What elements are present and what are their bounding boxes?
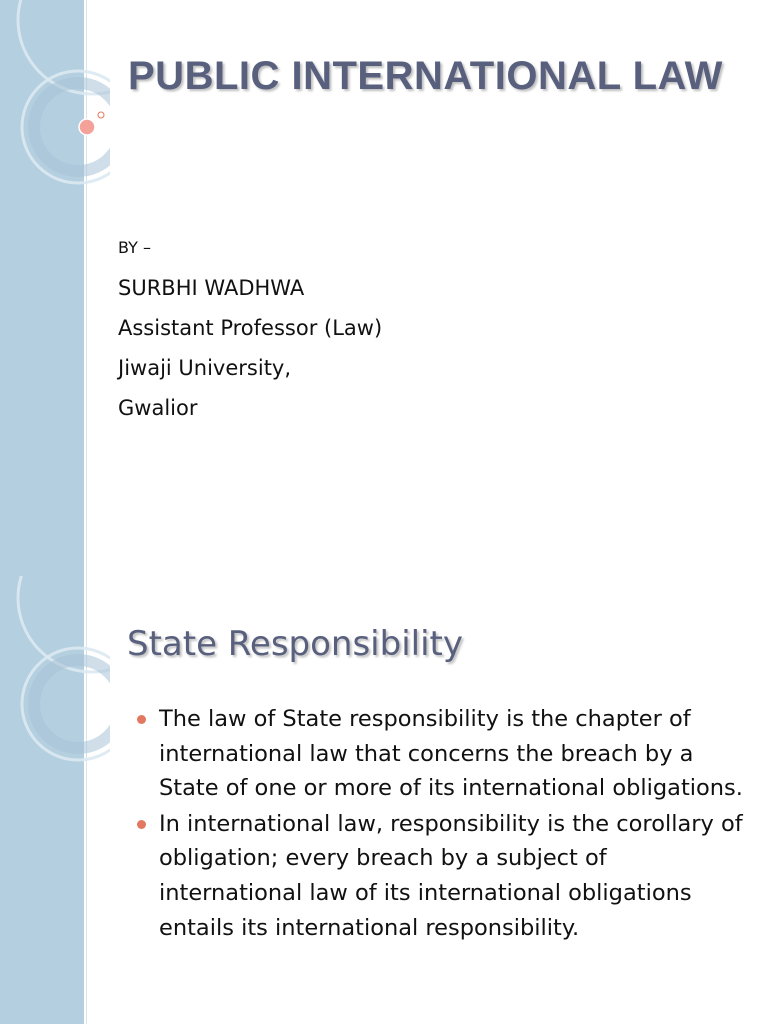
author-byline	[118, 228, 382, 428]
slide-sidebar	[0, 576, 86, 1024]
byline-label: BY –	[118, 238, 151, 257]
bullet-dot-icon	[137, 820, 146, 829]
slide-title: State Responsibility	[127, 624, 463, 664]
circle-ornament-icon	[0, 0, 110, 220]
author-name: SURBHI WADHWA	[118, 276, 305, 300]
author-city: Gwalior	[118, 396, 198, 420]
slide-sidebar	[0, 0, 86, 576]
bullet-list	[137, 702, 757, 946]
bullet-item	[137, 807, 757, 945]
content-slide	[0, 576, 768, 1024]
bullet-item	[137, 702, 757, 806]
bullet-text: The law of State responsibility is the chapter of international law that concerns the breach by a State of one or more of its international obligations.	[159, 706, 743, 802]
bullet-text: In international law, responsibility is the corollary of obligation; every breach by a subject of international law of its international obligations entails its international responsibility.	[159, 810, 743, 941]
author-institution: Jiwaji University,	[118, 356, 292, 380]
circle-ornament-icon	[0, 576, 110, 776]
bullet-dot-icon	[137, 715, 146, 724]
author-position: Assistant Professor (Law)	[118, 316, 383, 340]
slide-title: PUBLIC INTERNATIONAL LAW	[128, 54, 723, 98]
